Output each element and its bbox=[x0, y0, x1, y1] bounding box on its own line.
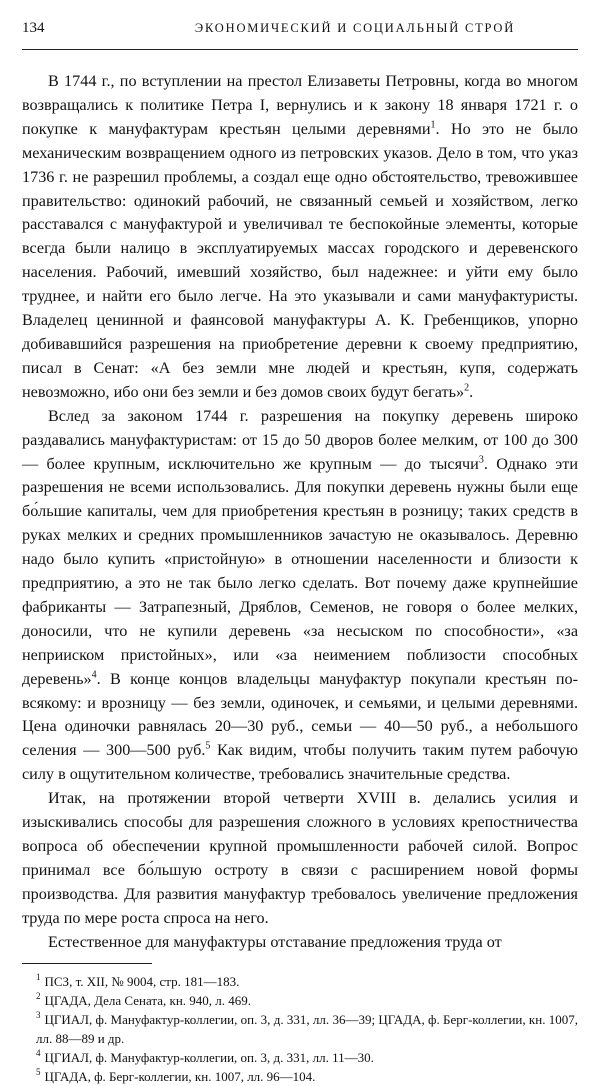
footnote-number: 5 bbox=[36, 1067, 41, 1078]
footnote-text: ЦГАДА, Дела Сената, кн. 940, л. 469. bbox=[44, 992, 252, 1008]
footnote-text: ЦГИАЛ, ф. Мануфактур-коллегии, оп. 3, д. 331, лл. 11—30. bbox=[44, 1049, 374, 1065]
footnote bbox=[22, 1067, 578, 1086]
page-number: 134 bbox=[22, 20, 45, 36]
footnote-number: 2 bbox=[36, 991, 41, 1002]
paragraph-text: Естественное для мануфактуры отставание предложения труда от bbox=[48, 932, 502, 951]
footnote-number: 4 bbox=[36, 1048, 41, 1059]
footnote-marker: 5 bbox=[205, 740, 211, 752]
footnote-number: 1 bbox=[36, 972, 41, 983]
paragraph-text: . В конце концов владельцы мануфактур покупали крестьян по-всякому: и врозницу — без земли, одиночек, и семьями, и целыми деревнями. Цена одиночки равнялась 20—30 руб., семьи — 40—50 руб., а небольшого селения — 300—500 руб. bbox=[22, 669, 578, 760]
body-text bbox=[22, 70, 578, 955]
running-title: ЭКОНОМИЧЕСКИЙ И СОЦИАЛЬНЫЙ СТРОЙ bbox=[194, 21, 516, 35]
page-header bbox=[22, 20, 578, 42]
paragraph-text: Итак, на протяжении второй четверти XVIII в. делались усилия и изыскивались способы для разрешения сложного в условиях крепостничества вопроса об обеспечении крупной промышленности рабочей силой. Вопрос принимал все бо́льшую остроту в связи с расширением новой формы производства. Для развития мануфактур требовалось увеличение предложения труда по мере роста спроса на него. bbox=[22, 789, 578, 927]
footnote-marker: 2 bbox=[464, 382, 470, 394]
footnote-text: ЦГАДА, ф. Берг-коллегии, кн. 1007, лл. 96—104. bbox=[44, 1068, 316, 1084]
footnotes bbox=[22, 972, 578, 1086]
paragraph bbox=[22, 70, 578, 405]
paragraph bbox=[22, 405, 578, 788]
footnote-text: ЦГИАЛ, ф. Мануфактур-коллегии, оп. 3, д. 331, лл. 36—39; ЦГАДА, ф. Берг-коллегии, кн. 1007, лл. 88—89 и др. bbox=[36, 1011, 578, 1046]
paragraph-text: . Однако эти разрешения не всеми использовались. Для покупки деревень нужны были еще бо́льшие капиталы, чем для приобретения крестьян в розницу; таких средств в руках мелких и средних промышленников зачастую не оказывалось. Деревню надо было купить «пристойную» в отношении населенности и близости к предприятию, а это не так было легко сделать. Вот почему даже крупнейшие фабриканты — Затрапезный, Дряблов, Семенов, не говоря о более мелких, доносили, что не купили деревень «за несыском по способности», «за неприиском пристойных», или «за неимением поблизости способных деревень» bbox=[22, 454, 578, 688]
paragraph-text: . bbox=[469, 382, 474, 401]
footnote-marker: 4 bbox=[91, 669, 97, 681]
footnote-text: ПСЗ, т. XII, № 9004, стр. 181—183. bbox=[44, 973, 240, 989]
paragraph bbox=[22, 931, 578, 955]
paragraph-text: . Но это не было механическим возвращением одного из петровских указов. Дело в том, что указ 1736 г. не разрешил проблемы, а создал еще одно обстоятельство, тревожившее правительство: одинокий рабочий, не связанный семьей и хозяйством, легко расставался с мануфактурой и увеличивал те беспокойные элементы, которые всегда были налицо в эксплуатируемых массах городского и деревенского населения. Рабочий, имевший хозяйство, был надежнее: и уйти ему было труднее, и найти его было легче. На это указывали и сами мануфактуристы. Владелец ценинной и фаянсовой мануфактуры А. К. Гребенщиков, упорно добивавшийся разрешения на приобретение деревни к своему предприятию, писал в Сенат: «А без земли мне людей и крестьян, купя, содержать невозможно, ибо они без земли и без домов своих будут бегать» bbox=[22, 119, 578, 401]
footnote-separator bbox=[22, 963, 152, 964]
paragraph-text: В 1744 г., по вступлении на престол Елизаветы Петровны, когда во многом возвращались к политике Петра I, вернулись и к закону 18 января 1721 г. о покупке к мануфактурам крестьян целыми деревнями bbox=[22, 72, 578, 138]
footnote bbox=[22, 1048, 578, 1067]
paragraph-text: Вслед за законом 1744 г. разрешения на покупку деревень широко раздавались мануфактуристам: от 15 до 50 дворов более мелким, от 100 до 300 — более крупным, исключительно же крупным — до тысячи bbox=[22, 406, 578, 473]
footnote bbox=[22, 972, 578, 991]
paragraph bbox=[22, 787, 578, 930]
header-rule bbox=[22, 49, 578, 50]
footnote-marker: 3 bbox=[478, 454, 484, 466]
footnote-number: 3 bbox=[36, 1010, 41, 1021]
footnote bbox=[22, 1010, 578, 1048]
footnote bbox=[22, 991, 578, 1010]
footnote-marker: 1 bbox=[430, 119, 436, 131]
paragraph-text: Как видим, чтобы получить таким путем рабочую силу в ощутительном количестве, требовались значительные средства. bbox=[22, 741, 578, 784]
